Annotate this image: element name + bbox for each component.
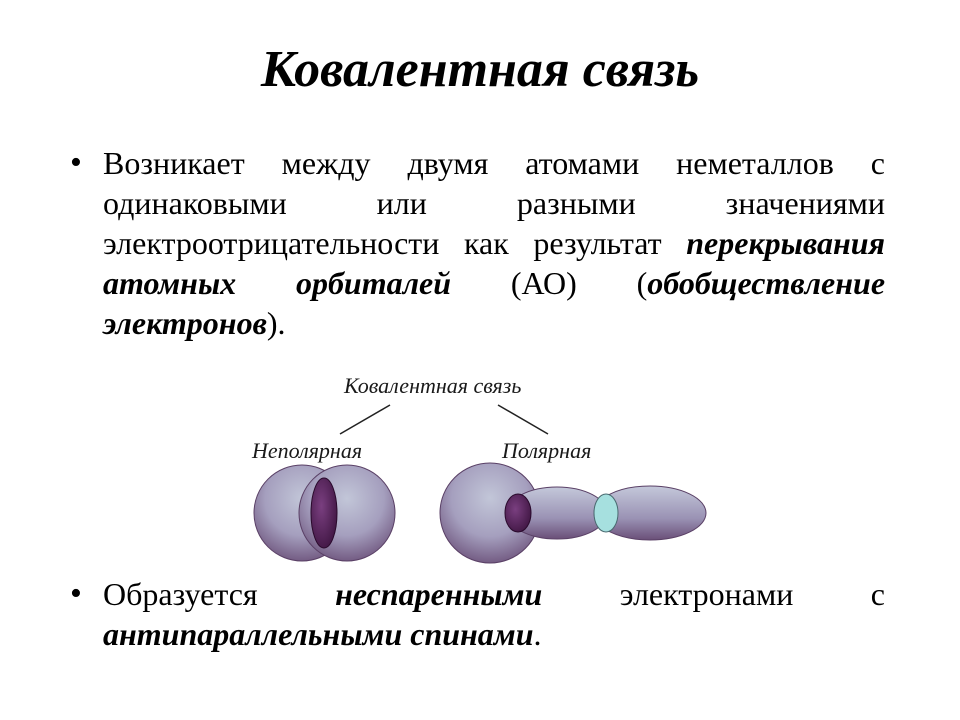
bullet1-emphasis-electrons: обобществление электронов	[103, 265, 886, 341]
bullet2-emphasis-spins: антипараллельными спинами	[103, 616, 534, 652]
covalent-bond-diagram	[230, 360, 730, 580]
bullet-text-2	[103, 574, 885, 654]
bullet-marker: •	[70, 144, 82, 181]
polar-orbitals	[440, 463, 706, 563]
bullet2-emphasis-unpaired: неспаренными	[335, 576, 543, 612]
bullet-item-1	[70, 143, 885, 343]
diagram-svg	[230, 360, 730, 580]
connector-left	[340, 405, 390, 434]
polar-overlap-region	[505, 494, 531, 532]
bullet1-emphasis-orbitals: перекрывания атомных орбиталей	[103, 225, 885, 301]
bullet2-text-part2: электронами с	[542, 576, 886, 612]
nonpolar-label: Неполярная	[252, 438, 363, 463]
diagram-root-label: Ковалентная связь	[344, 373, 522, 398]
bullet2-text-part3: .	[533, 616, 542, 652]
bullet1-text-part1: Возникает между двумя атомами неметаллов с одинаковыми или разными значениями электроотрицательности как результат	[103, 145, 885, 261]
bullet-text-1	[103, 143, 885, 343]
nonpolar-orbitals	[254, 465, 395, 561]
polar-shift-region	[594, 494, 618, 532]
bullet-item-2	[70, 574, 885, 654]
connector-right	[498, 405, 548, 434]
slide-title: Ковалентная связь	[260, 41, 700, 98]
bullet-marker: •	[70, 575, 82, 612]
bullet2-text-part1: Образуется	[103, 576, 336, 612]
overlap-region	[311, 478, 337, 548]
polar-label: Полярная	[502, 438, 592, 463]
bullet1-text-part3: ).	[266, 305, 286, 341]
bullet1-text-part2: (АО) (	[451, 265, 648, 301]
